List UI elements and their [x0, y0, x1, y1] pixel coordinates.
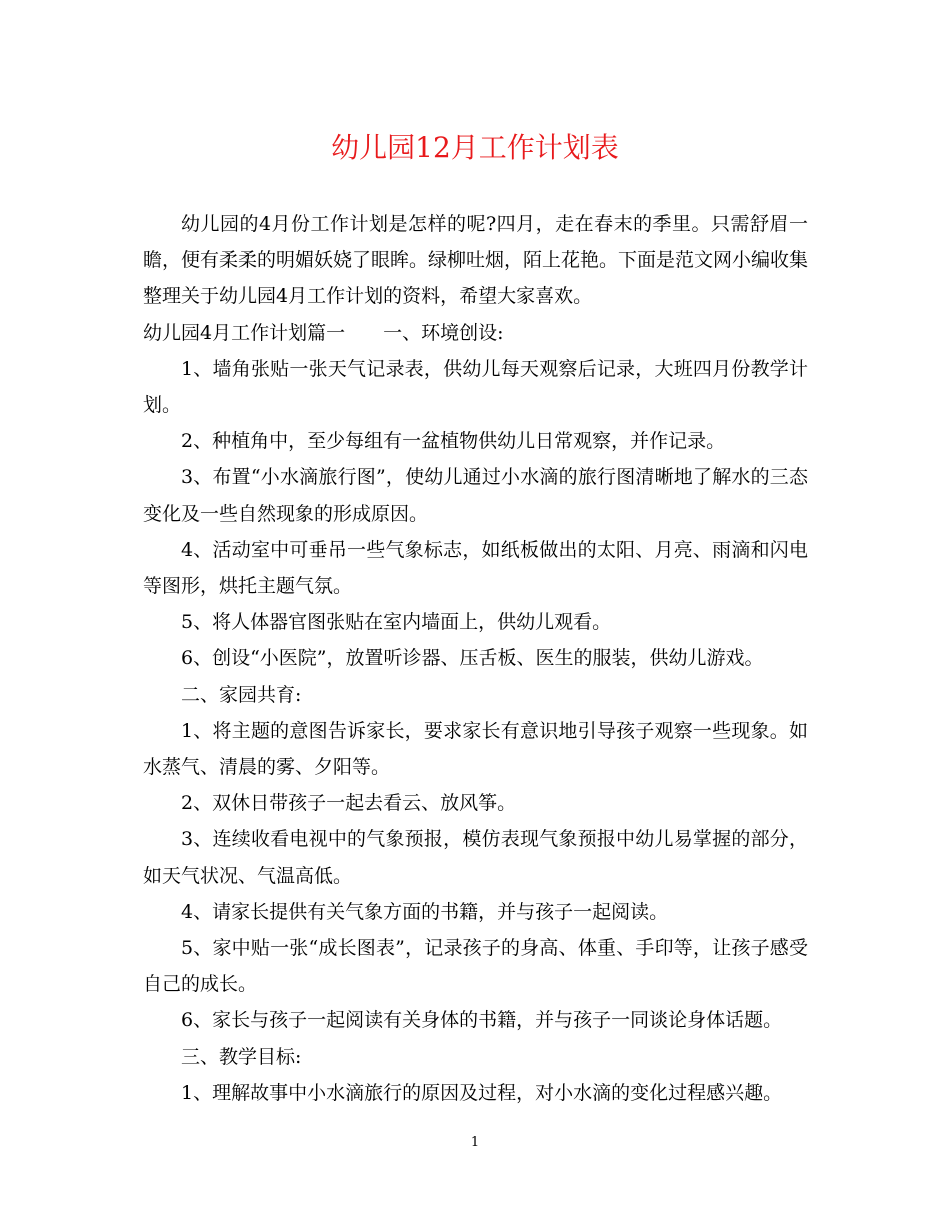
paragraph: 6、家长与孩子一起阅读有关身体的书籍，并与孩子一同谈论身体话题。 [181, 1009, 783, 1032]
section-heading-environment: 幼儿园4月工作计划篇一 一、环境创设: [143, 321, 504, 344]
paragraph: 3、布置“小水滴旅行图”，使幼儿通过小水滴的旅行图清晰地了解水的三态变化及一些自然现象的形成原因。 [143, 466, 808, 525]
paragraph: 4、请家长提供有关气象方面的书籍，并与孩子一起阅读。 [181, 900, 669, 923]
section-heading-teaching-goals: 三、教学目标: [181, 1045, 302, 1068]
paragraph: 5、将人体器官图张贴在室内墙面上，供幼儿观看。 [181, 611, 612, 634]
document-title: 幼儿园12月工作计划表 [331, 131, 619, 164]
paragraph: 1、将主题的意图告诉家长，要求家长有意识地引导孩子观察一些现象。如水蒸气、清晨的雾、夕阳等。 [143, 719, 808, 779]
paragraph: 4、活动室中可垂吊一些气象标志，如纸板做出的太阳、月亮、雨滴和闪电等图形，烘托主题气氛。 [143, 538, 808, 598]
paragraph: 1、理解故事中小水滴旅行的原因及过程，对小水滴的变化过程感兴趣。 [181, 1081, 783, 1104]
section-heading-home-school: 二、家园共育: [181, 683, 302, 706]
paragraph: 3、连续收看电视中的气象预报，模仿表现气象预报中幼儿易掌握的部分，如天气状况、气温高低。 [143, 828, 808, 887]
page-number: 1 [470, 1135, 480, 1150]
paragraph: 6、创设“小医院”，放置听诊器、压舌板、医生的服装，供幼儿游戏。 [181, 647, 764, 670]
paragraph: 5、家中贴一张“成长图表”，记录孩子的身高、体重、手印等，让孩子感受自己的成长。 [143, 937, 808, 996]
paragraph: 2、种植角中，至少每组有一盆植物供幼儿日常观察，并作记录。 [181, 430, 726, 453]
paragraph: 1、墙角张贴一张天气记录表，供幼儿每天观察后记录，大班四月份教学计划。 [143, 357, 808, 417]
document-body [143, 206, 808, 1111]
paragraph: 2、双休日带孩子一起去看云、放风筝。 [181, 792, 517, 815]
intro-paragraph: 幼儿园的4月份工作计划是怎样的呢?四月，走在春末的季里。只需舒眉一瞻，便有柔柔的明媚妖娆了眼眸。绿柳吐烟，陌上花艳。下面是范文网小编收集整理关于幼儿园4月工作计划的资料，希望大家喜欢。 [143, 213, 809, 308]
